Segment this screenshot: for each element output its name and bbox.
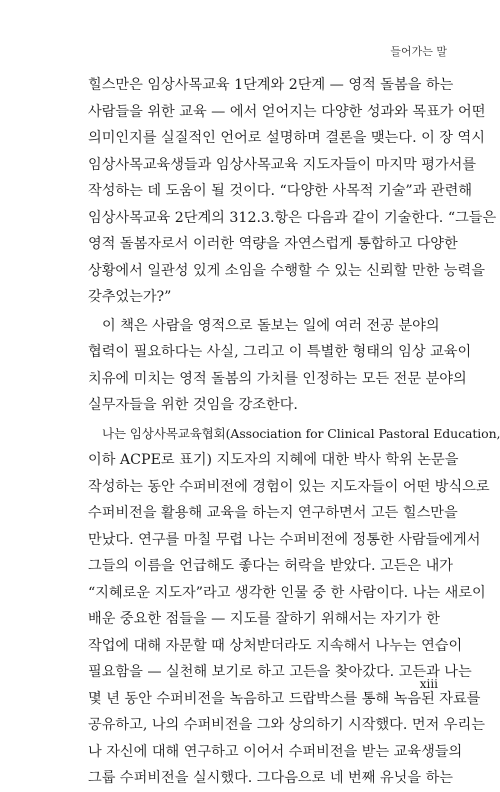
text-line: 작업에 대해 자문할 때 상처받더라도 지속해서 나누는 연습이 <box>88 637 463 654</box>
text-line: 만났다. 연구를 마칠 무렵 나는 수퍼비전에 정통한 사람들에게서 <box>88 531 481 548</box>
running-head: 들어가는 말 <box>390 45 447 58</box>
text-line: 수퍼비전을 활용해 교육을 하는지 연구하면서 고든 힐스만을 <box>88 505 458 521</box>
text-line: 힐스만은 임상사목교육 1단계와 2단계 — 영적 돌봄을 하는 <box>88 77 454 93</box>
text-line: 이 책은 사람을 영적으로 돌보는 일에 여러 전공 분야의 <box>102 317 440 334</box>
text-line: 몇 년 동안 수퍼비전을 녹음하고 드랍박스를 통해 녹음된 자료를 <box>88 690 481 707</box>
text-line: 상황에서 일관성 있게 소임을 수행할 수 있는 신뢰할 만한 능력을 <box>88 262 485 279</box>
text-line: 의미인지를 실질적인 언어로 설명하며 결론을 맺는다. 이 장 역시 <box>88 130 485 146</box>
text-line: 작성하는 데 도움이 될 것이다. “다양한 사목적 기술”과 관련해 <box>88 183 473 199</box>
text-line: 작성하는 동안 수퍼비전에 경험이 있는 지도자들이 어떤 방식으로 <box>88 478 490 495</box>
text-line: 이하 ACPE로 표기) 지도자의 지혜에 대한 박사 학위 논문을 <box>88 452 459 468</box>
text-line: 임상사목교육 2단계의 312.3.항은 다음과 같이 기술한다. “그들은 <box>88 209 497 226</box>
text-line: 임상사목교육생들과 임상사목교육 지도자들이 마지막 평가서를 <box>88 156 477 173</box>
text-line: 그룹 수퍼비전을 실시했다. 그다음으로 네 번째 유닛을 하는 <box>88 770 454 786</box>
text-line: 협력이 필요하다는 사실, 그리고 이 특별한 형태의 임상 교육이 <box>88 344 472 360</box>
paragraph-2 <box>88 313 472 419</box>
text-line: 갖추었는가?” <box>88 289 172 305</box>
text-line: “지혜로운 지도자”라고 생각한 인물 중 한 사람이다. 나는 새로이 <box>88 584 486 601</box>
text-line: 나 자신에 대해 연구하고 이어서 수퍼비전을 받는 교육생들의 <box>88 743 463 760</box>
paragraph-1 <box>88 72 497 311</box>
text-line: 영적 돌봄자로서 이러한 역량을 자연스럽게 통합하고 다양한 <box>88 236 458 252</box>
text-line: 배운 중요한 점들을 — 지도를 잘하기 위해서는 자기가 한 <box>88 611 440 627</box>
text-line: 실무자들을 위한 것임을 강조한다. <box>88 397 298 413</box>
text-line: 사람들을 위한 교육 — 에서 얻어지는 다양한 성과와 목표가 어떤 <box>88 103 486 120</box>
text-line: 치유에 미치는 영적 돌봄의 가치를 인정하는 모든 전문 분야의 <box>88 370 467 387</box>
text-line: 나는 임상사목교육협회(Association for Clinical Pastoral Education, <box>102 425 500 441</box>
text-line: 그들의 이름을 언급해도 좋다는 허락을 받았다. 고든은 내가 <box>88 558 454 574</box>
text-line: 공유하고, 나의 수퍼비전을 그와 상의하기 시작했다. 먼저 우리는 <box>88 717 485 733</box>
page-number: xiii <box>419 677 438 691</box>
text-line: 필요함을 — 실천해 보기로 하고 고든을 찾아갔다. 고든과 나는 <box>88 664 472 680</box>
